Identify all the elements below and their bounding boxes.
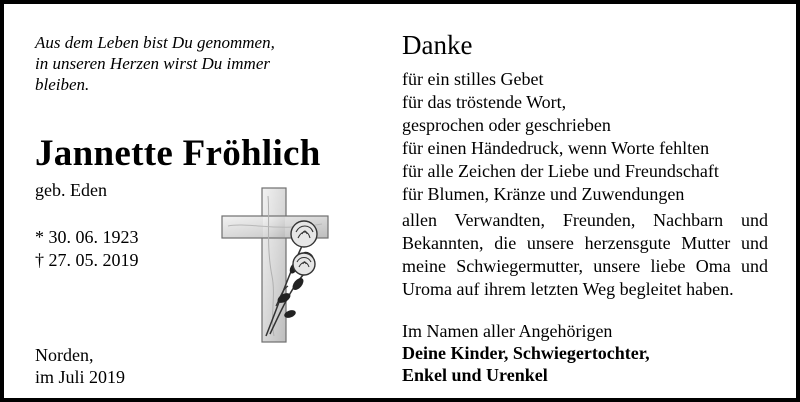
place-and-date xyxy=(35,344,125,388)
thanks-list xyxy=(402,68,719,206)
paragraph-line: Bekannten, die unsere herzensgute Mutter und xyxy=(402,233,768,253)
thanks-line: für das tröstende Wort, xyxy=(402,92,567,112)
signature-name: Deine Kinder, Schwiegertochter, xyxy=(402,343,650,363)
life-dates xyxy=(35,226,139,272)
motto-quote xyxy=(35,32,335,95)
thanks-line: für ein stilles Gebet xyxy=(402,69,544,89)
paragraph-line: allen Verwandten, Freunden, Nachbarn und xyxy=(402,210,768,230)
motto-line: bleiben. xyxy=(35,75,90,94)
thanks-line: für Blumen, Kränze und Zuwendungen xyxy=(402,184,685,204)
birth-date: * 30. 06. 1923 xyxy=(35,227,139,247)
danke-heading: Danke xyxy=(402,30,473,60)
thanks-line: für einen Händedruck, wenn Worte fehlten xyxy=(402,138,710,158)
date-line: im Juli 2019 xyxy=(35,367,126,387)
signature-name: Enkel und Urenkel xyxy=(402,365,548,385)
thanks-paragraph xyxy=(402,209,768,301)
paragraph-line: Uroma auf ihrem letzten Weg begleitet haben. xyxy=(402,279,734,299)
thanks-line: für alle Zeichen der Liebe und Freundschaft xyxy=(402,161,719,181)
signature-intro: Im Namen aller Angehörigen xyxy=(402,321,613,341)
paragraph-line: meine Schwiegermutter, unsere liebe Oma und xyxy=(402,256,768,276)
signature-block xyxy=(402,320,650,386)
cross-with-roses-icon xyxy=(218,186,336,349)
death-date: † 27. 05. 2019 xyxy=(35,250,139,270)
deceased-name: Jannette Fröhlich xyxy=(35,133,321,174)
cross-with-roses-graphic xyxy=(218,186,336,344)
motto-line: in unseren Herzen wirst Du immer xyxy=(35,54,270,73)
place-line: Norden, xyxy=(35,345,94,365)
thanks-line: gesprochen oder geschrieben xyxy=(402,115,611,135)
maiden-name: geb. Eden xyxy=(35,180,107,200)
motto-line: Aus dem Leben bist Du genommen, xyxy=(35,33,275,52)
